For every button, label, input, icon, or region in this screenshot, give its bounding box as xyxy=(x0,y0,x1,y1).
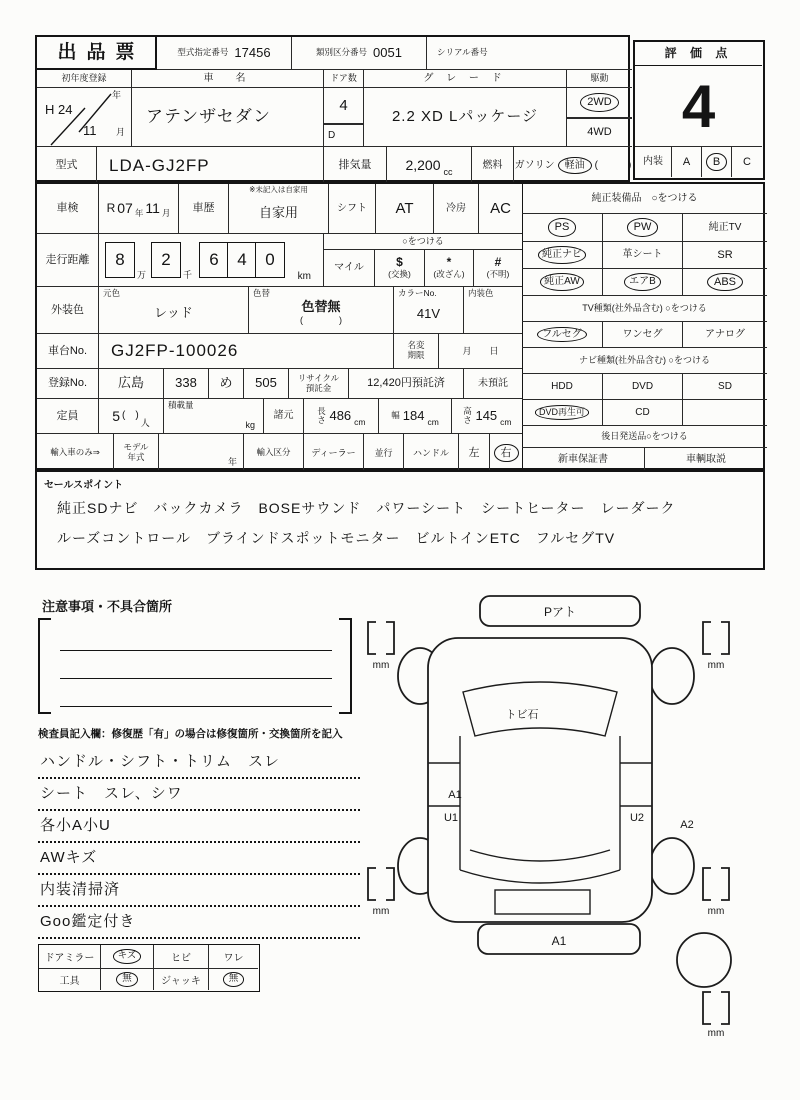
rear-bumper-mark: Pアト xyxy=(543,605,577,619)
drive-2wd-mark: 2WD xyxy=(580,93,618,112)
mm-label: mm xyxy=(372,660,390,671)
interior-grade-c: C xyxy=(731,146,762,177)
type-approval-label: 型式指定番号 xyxy=(177,47,229,58)
mileage-mark-exchange-symbol: $ xyxy=(396,255,403,270)
load-cell xyxy=(164,399,264,434)
equip-abs-mark: ABS xyxy=(707,273,743,292)
length-unit: cm xyxy=(354,417,366,428)
mm-label: mm xyxy=(707,1028,725,1038)
interior-grade-a: A xyxy=(671,146,701,177)
navi-type-cd: CD xyxy=(602,400,682,426)
mileage-unit-man: 万 xyxy=(137,269,147,280)
notes-bracket-left xyxy=(38,618,51,714)
drive-option-2wd xyxy=(567,88,632,118)
grade-header: グ レ ー ド xyxy=(364,70,567,88)
reg-no-area: 広島 xyxy=(99,369,164,399)
evaluation-score: 4 xyxy=(681,72,716,140)
type-approval-cell xyxy=(157,37,292,70)
color-change-cell xyxy=(249,287,394,334)
height-unit: cm xyxy=(500,417,512,428)
bracket-bottom-left-icon xyxy=(368,868,376,900)
later-shipment-title: 後日発送品○をつける xyxy=(522,426,767,448)
bracket-bottom-right-icon xyxy=(703,868,711,900)
color-change-paren: ( ) xyxy=(300,315,342,326)
serial-label: シリアル番号 xyxy=(437,47,488,58)
left-mark-u1: U1 xyxy=(443,812,459,824)
length-value: 486 xyxy=(329,407,352,423)
notes-line-2 xyxy=(60,678,332,679)
drive-header: 駆動 xyxy=(567,70,632,88)
reg-no-class: 338 xyxy=(164,369,209,399)
tools-label: 工具 xyxy=(39,969,101,990)
car-name-header: 車 名 xyxy=(132,70,324,88)
capacity-paren: ( ) xyxy=(122,410,139,422)
navi-type-dvd: DVD xyxy=(602,374,682,400)
notes-line-1 xyxy=(60,650,332,651)
car-name-value: アテンザセダン xyxy=(132,88,324,147)
equip-airbag-mark: エアB xyxy=(624,273,661,291)
door-mirror-label: ドアミラー xyxy=(39,945,101,969)
capacity-value: 5 xyxy=(112,407,121,424)
spare-wheel-circle xyxy=(677,933,731,987)
capacity-cell xyxy=(99,399,164,434)
height-label: 高さ xyxy=(463,405,472,425)
shaken-label: 車検 xyxy=(37,184,99,234)
equip-leather: 革シート xyxy=(602,242,682,269)
evaluation-title: 評 価 点 xyxy=(635,42,762,66)
later-warranty-book: 新車保証書 xyxy=(558,454,608,466)
model-year-label-cell xyxy=(114,434,159,472)
first-reg-era: H 24 xyxy=(45,102,73,117)
first-reg-cell xyxy=(37,88,132,147)
jack-none xyxy=(209,969,258,990)
wheel-rear-right xyxy=(650,648,694,704)
notes-title: 注意事項・不具合箇所 xyxy=(42,599,173,614)
mileage-unit-sen: 千 xyxy=(183,269,193,280)
reg-no-number: 505 xyxy=(244,369,289,399)
recycle-none: 未預託 xyxy=(464,369,522,399)
navi-type-hdd: HDD xyxy=(522,374,602,400)
inspector-item-4: AWキズ xyxy=(38,844,360,875)
mileage-mark-altered-note: (改ざん) xyxy=(433,269,465,280)
equipment-title: 純正装備品 ○をつける xyxy=(522,184,767,214)
equip-aw xyxy=(522,269,602,296)
tools-none-mark: 無 xyxy=(116,972,138,987)
doors-sub: D xyxy=(324,124,364,147)
equip-pw xyxy=(602,214,682,242)
shaken-year: 07 xyxy=(117,200,133,217)
fuel-option-diesel: 軽油 xyxy=(558,157,592,175)
tv-type-fullseg xyxy=(522,322,602,348)
serial-cell xyxy=(427,37,632,70)
mirror-tool-table xyxy=(38,944,260,992)
equip-airbag xyxy=(602,269,682,296)
capacity-unit: 人 xyxy=(140,417,150,428)
equip-abs xyxy=(682,269,767,296)
import-dealer-option: ディーラー xyxy=(304,434,364,472)
door-mirror-scratch-mark: キズ xyxy=(113,949,142,964)
top-form xyxy=(35,35,630,182)
interior-color-label: 内装色 xyxy=(468,288,494,298)
equip-aw-mark: 純正AW xyxy=(540,273,584,291)
interior-grade-label: 内装 xyxy=(635,146,671,177)
bracket-bottom-extra-icon xyxy=(703,992,711,1024)
width-cell xyxy=(379,399,452,434)
inspector-item-6: Goo鑑定付き xyxy=(38,908,360,939)
door-mirror-break: ワレ xyxy=(209,945,258,969)
load-unit: kg xyxy=(245,419,255,430)
damage-diagram xyxy=(365,588,770,1038)
color-change-value: 色替無 xyxy=(301,299,341,315)
car-body-outline xyxy=(428,638,652,922)
bracket-top-left-icon xyxy=(368,622,376,654)
interior-color-cell xyxy=(464,287,522,334)
mileage-digit-4: 4 xyxy=(227,242,257,278)
base-color-value: レッド xyxy=(154,304,193,320)
mm-label: mm xyxy=(707,660,725,671)
mileage-km: km xyxy=(297,270,311,282)
mileage-cell xyxy=(99,234,324,287)
displacement-label: 排気量 xyxy=(324,147,387,184)
equip-tv: 純正TV xyxy=(682,214,767,242)
right-mark-u2: U2 xyxy=(629,812,645,824)
shift-value: AT xyxy=(376,184,434,234)
tools-none xyxy=(101,969,154,990)
recycle-label-cell xyxy=(289,369,349,399)
mileage-digit-1: 8 xyxy=(105,242,135,278)
drive-option-4wd: 4WD xyxy=(567,118,632,147)
height-value: 145 xyxy=(475,407,498,423)
handle-left-option: 左 xyxy=(459,434,490,472)
mileage-digit-2: 2 xyxy=(151,242,181,278)
exterior-color-label: 外装色 xyxy=(37,287,99,334)
displacement-cell xyxy=(387,147,472,184)
model-code-value: LDA-GJ2FP xyxy=(97,147,324,184)
wheel-front-right xyxy=(650,838,694,894)
equip-ps xyxy=(522,214,602,242)
chassis-no-value: GJ2FP-100026 xyxy=(99,334,394,369)
jack-none-mark: 無 xyxy=(223,972,245,987)
mm-label: mm xyxy=(707,906,725,917)
navi-type-blank xyxy=(682,400,767,426)
capacity-label: 定員 xyxy=(37,399,99,434)
equip-ps-mark: PS xyxy=(548,218,577,237)
mileage-mark-exchange xyxy=(374,250,424,287)
handle-label: ハンドル xyxy=(404,434,459,472)
mileage-mark-altered xyxy=(424,250,473,287)
recycle-value: 12,420円預託済 xyxy=(349,369,464,399)
length-cell xyxy=(304,399,379,434)
tv-type-fullseg-mark: フルセグ xyxy=(537,327,587,343)
mileage-digit-3: 6 xyxy=(199,242,229,278)
navi-type-sd: SD xyxy=(682,374,767,400)
main-table xyxy=(35,182,765,470)
fuel-cell xyxy=(514,147,632,184)
color-no-label: カラーNo. xyxy=(398,288,437,298)
navi-type-dvd-play-mark: DVD再生可 xyxy=(535,405,589,419)
interior-grade-b xyxy=(701,146,731,177)
mileage-mark-unknown-symbol: # xyxy=(494,255,502,270)
fuel-option-gasoline: ガソリン xyxy=(514,159,555,171)
mileage-digit-5: 0 xyxy=(255,242,285,278)
history-label: 車歴 xyxy=(179,184,229,234)
tv-type-analog: アナログ xyxy=(682,322,767,348)
interior-grade-b-mark: B xyxy=(706,153,727,172)
reg-no-label: 登録No. xyxy=(37,369,99,399)
first-reg-month: 11 xyxy=(83,123,97,139)
front-bumper-mark: A1 xyxy=(551,934,567,948)
equip-navi xyxy=(522,242,602,269)
color-change-label: 色替 xyxy=(253,288,271,298)
doors-value: 4 xyxy=(324,88,364,124)
sales-points-line2: ルーズコントロール ブラインドスポットモニター ビルトインETC フルセグTV xyxy=(57,530,616,546)
diagram-shapes xyxy=(368,596,731,1024)
right-mark-a2: A2 xyxy=(680,819,694,831)
handle-right-mark: 右 xyxy=(494,444,519,463)
model-year-label: モデル年式 xyxy=(123,442,149,462)
sales-points-line1: 純正SDナビ バックカメラ BOSEサウンド パワーシート シートヒーター レーダーク xyxy=(57,500,676,516)
width-value: 184 xyxy=(402,407,425,423)
mileage-mark-title: ○をつける xyxy=(324,234,522,250)
model-year-suffix: 年 xyxy=(227,456,237,467)
mileage-mark-unknown xyxy=(473,250,522,287)
mm-label: mm xyxy=(372,906,390,917)
height-cell xyxy=(452,399,522,434)
shaken-month-suffix: 月 xyxy=(161,208,171,219)
rename-deadline-label-cell xyxy=(394,334,439,369)
class-code-value: 0051 xyxy=(373,44,402,60)
later-manual: 車輌取説 xyxy=(644,448,767,472)
inspector-header: 検査員記入欄：修復歴「有」の場合は修復箇所・交換箇所を記入 xyxy=(38,728,343,740)
fuel-paren: ( ) xyxy=(594,159,632,171)
base-color-cell xyxy=(99,287,249,334)
cooling-label: 冷房 xyxy=(434,184,479,234)
mileage-mark-mile: マイル xyxy=(324,250,374,287)
mileage-mark-unknown-note: (不明) xyxy=(486,269,510,280)
notes-bracket-right xyxy=(339,618,352,714)
length-label: 長さ xyxy=(317,405,326,425)
shift-label: シフト xyxy=(329,184,376,234)
displacement-unit: cc xyxy=(443,166,453,177)
navi-type-dvd-play xyxy=(522,400,602,426)
door-mirror-crack: ヒビ xyxy=(154,945,209,969)
load-label: 積載量 xyxy=(168,400,194,410)
recycle-label: リサイクル預託金 xyxy=(297,372,340,393)
sales-points-label: セールスポイント xyxy=(44,480,124,491)
class-code-label: 類別区分番号 xyxy=(316,47,368,58)
door-mirror-scratch xyxy=(101,945,154,969)
first-reg-year-suffix: 年 xyxy=(111,90,121,100)
reg-no-kana: め xyxy=(209,369,244,399)
displacement-value: 2,200 xyxy=(405,157,441,174)
shaken-era: R xyxy=(106,200,116,215)
class-code-cell xyxy=(292,37,427,70)
jack-label: ジャッキ xyxy=(154,969,209,990)
color-no-cell xyxy=(394,287,464,334)
history-cell xyxy=(229,184,329,234)
first-reg-month-suffix: 月 xyxy=(115,126,125,137)
equip-pw-mark: PW xyxy=(627,218,659,237)
inspector-item-2: シート スレ、シワ xyxy=(38,780,360,811)
mileage-label: 走行距離 xyxy=(37,234,99,287)
import-parallel-option: 並行 xyxy=(364,434,404,472)
mileage-mark-altered-symbol: * xyxy=(446,255,452,270)
equip-navi-mark: 純正ナビ xyxy=(538,246,586,264)
rear-glass-mark: トビ石 xyxy=(505,709,539,721)
shaken-value xyxy=(99,184,179,234)
inspector-item-3: 各小A小U xyxy=(38,812,360,843)
chassis-no-label: 車台No. xyxy=(37,334,99,369)
doors-header: ドア数 xyxy=(324,70,364,88)
first-reg-header: 初年度登録 xyxy=(37,70,132,88)
shaken-month: 11 xyxy=(145,200,160,217)
inspector-item-5: 内装清掃済 xyxy=(38,876,360,907)
spec-label: 諸元 xyxy=(264,399,304,434)
history-value: 自家用 xyxy=(258,204,298,220)
type-approval-value: 17456 xyxy=(234,44,271,60)
shaken-year-suffix: 年 xyxy=(134,208,144,219)
sheet-title: 出品票 xyxy=(37,37,157,70)
sales-points-box xyxy=(35,470,765,570)
model-year-cell xyxy=(159,434,244,472)
grade-value: 2.2 XD Lパッケージ xyxy=(364,88,567,147)
import-division-label: 輸入区分 xyxy=(244,434,304,472)
tv-type-oneseg: ワンセグ xyxy=(602,322,682,348)
history-note: ※未記入は自家用 xyxy=(249,185,308,194)
color-no-value: 41V xyxy=(416,305,441,321)
bracket-top-right-icon xyxy=(703,622,711,654)
import-only-label: 輸入車のみ⇒ xyxy=(37,434,114,472)
navi-type-title: ナビ種類(社外品含む) ○をつける xyxy=(522,348,767,374)
width-label: 幅 xyxy=(391,410,400,421)
cooling-value: AC xyxy=(479,184,522,234)
evaluation-box xyxy=(633,40,765,180)
width-unit: cm xyxy=(427,417,439,428)
fuel-label: 燃料 xyxy=(472,147,514,184)
tv-type-title: TV種類(社外品含む) ○をつける xyxy=(522,296,767,322)
handle-right-option xyxy=(490,434,522,472)
rename-deadline-value: 月 日 xyxy=(439,334,522,369)
notes-line-3 xyxy=(60,706,332,707)
inspector-item-1: ハンドル・シフト・トリム スレ xyxy=(38,748,360,779)
rename-deadline-label: 名変期限 xyxy=(407,340,425,360)
left-mark-a1: A1 xyxy=(448,789,462,801)
base-color-label: 元色 xyxy=(103,288,121,298)
mileage-mark-exchange-note: (交換) xyxy=(388,269,411,280)
model-code-label: 型式 xyxy=(37,147,97,184)
equip-sr: SR xyxy=(682,242,767,269)
